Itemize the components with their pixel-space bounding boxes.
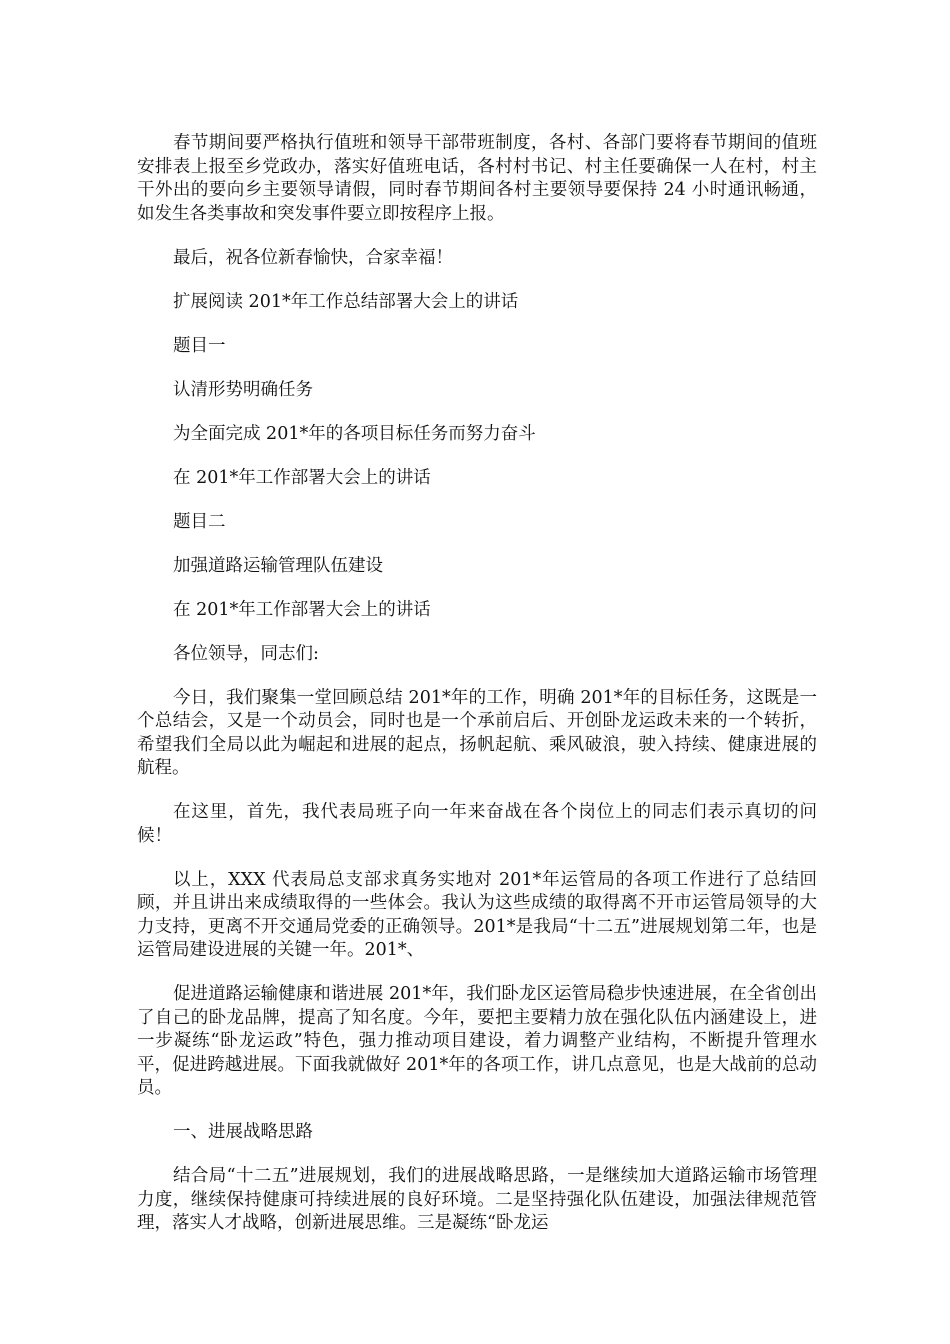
title-line-4: 加强道路运输管理队伍建设	[173, 555, 383, 576]
paragraph-new-year-wishes: 最后，祝各位新春愉快，合家幸福！	[173, 247, 453, 268]
title-line-3: 在 201*年工作部署大会上的讲话	[173, 467, 431, 488]
paragraph-review: 以上，XXX 代表局总支部求真务实地对 201*年运管局的各项工作进行了总结回顾，并且讲出来成绩取得的一些体会。我认为这些成绩的取得离不开市运管局领导的大力支持，更离不开交通局党委的正确领导。201*是我局“十二五”进展规划第二年，也是运管局建设进展的关键一年。201*、	[137, 869, 817, 960]
paragraph-opening: 今日，我们聚集一堂回顾总结 201*年的工作，明确 201*年的目标任务，这既是一个总结会，又是一个动员会，同时也是一个承前启后、开创卧龙运政未来的一个转折，希望我们全局以此为崛起和进展的起点，扬帆起航、乘风破浪，驶入持续、健康进展的航程。	[137, 687, 817, 778]
salutation: 各位领导，同志们:	[173, 643, 319, 664]
paragraph-extended-reading: 扩展阅读 201*年工作总结部署大会上的讲话	[173, 291, 519, 312]
title-line-2: 为全面完成 201*年的各项目标任务而努力奋斗	[173, 423, 536, 444]
paragraph-duty-schedule: 春节期间要严格执行值班和领导干部带班制度，各村、各部门要将春节期间的值班安排表上报至乡党政办，落实好值班电话，各村村书记、村主任要确保一人在村，村主干外出的要向乡主要领导请假，同时春节期间各村主要领导要保持 24 小时通讯畅通，如发生各类事故和突发事件要立即按程序上报。	[137, 133, 817, 224]
heading-topic-two: 题目二	[173, 511, 226, 532]
heading-topic-one: 题目一	[173, 335, 226, 356]
paragraph-strategy: 结合局“十二五”进展规划，我们的进展战略思路，一是继续加大道路运输市场管理力度，继续保持健康可持续进展的良好环境。二是坚持强化队伍建设，加强法律规范管理，落实人才战略，创新进展思维。三是凝练“卧龙运	[137, 1166, 817, 1233]
paragraph-development: 促进道路运输健康和谐进展 201*年，我们卧龙区运管局稳步快速进展，在全省创出了自己的卧龙品牌，提高了知名度。今年，要把主要精力放在强化队伍内涵建设上，进一步凝练“卧龙运政”特色，强力推动项目建设，着力调整产业结构，不断提升管理水平，促进跨越进展。下面我就做好 201*年的各项工作，讲几点意见，也是大战前的总动员。	[137, 984, 817, 1098]
section-heading-strategy: 一、进展战略思路	[173, 1122, 313, 1142]
paragraph-greetings: 在这里，首先，我代表局班子向一年来奋战在各个岗位上的同志们表示真切的问候！	[137, 802, 817, 846]
title-line-1: 认清形势明确任务	[173, 379, 313, 400]
document-body	[137, 132, 817, 1256]
title-line-5: 在 201*年工作部署大会上的讲话	[173, 599, 431, 620]
